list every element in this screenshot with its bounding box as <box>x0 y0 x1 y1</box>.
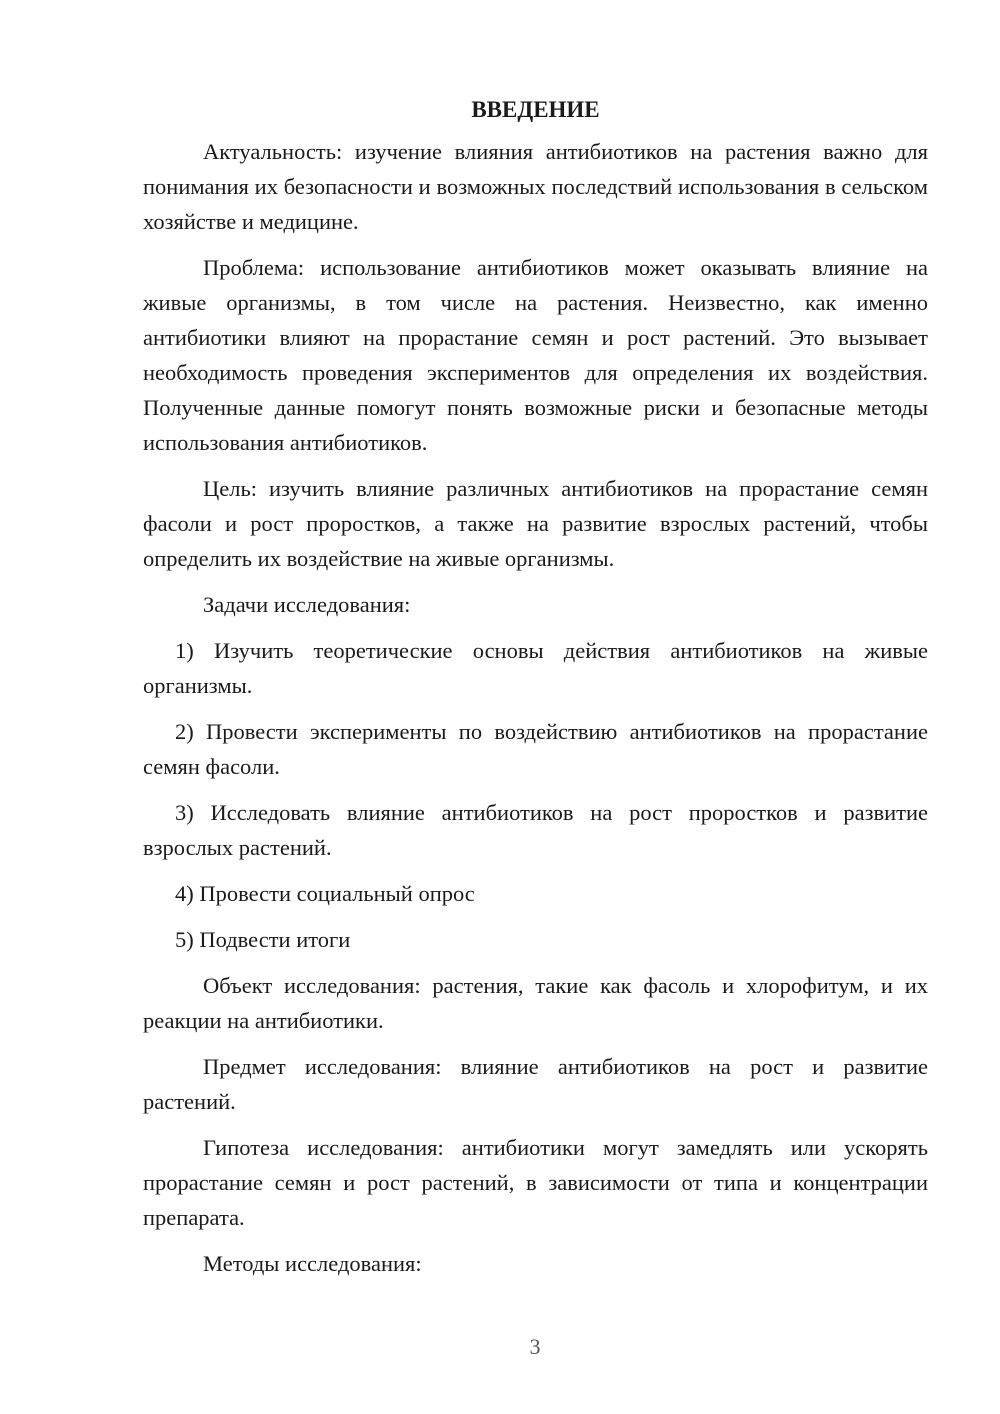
page-content <box>143 93 928 1281</box>
section-title: ВВЕДЕНИЕ <box>471 97 600 122</box>
tasks-heading: Задачи исследования: <box>203 592 411 617</box>
problem-paragraph: Проблема: использование антибиотиков может оказывать влияние на живые организмы, в том числе на растения. Неизвестно, как именно антибиотики влияют на прорастание семян и рост растений. Это вызывает необходимость проведения экспериментов для определения их воздействия. Полученные данные помогут понять возможные риски и безопасные методы использования антибиотиков. <box>143 255 928 455</box>
relevance-paragraph: Актуальность: изучение влияния антибиотиков на растения важно для понимания их безопасности и возможных последствий использования в сельском хозяйстве и медицине. <box>143 139 928 234</box>
object-paragraph: Объект исследования: растения, такие как фасоль и хлорофитум, и их реакции на антибиотики. <box>143 973 928 1033</box>
subject-paragraph: Предмет исследования: влияние антибиотиков на рост и развитие растений. <box>143 1054 928 1114</box>
task-item-4: 4) Провести социальный опрос <box>175 881 475 906</box>
goal-paragraph: Цель: изучить влияние различных антибиотиков на прорастание семян фасоли и рост проростков, а также на развитие взрослых растений, чтобы определить их воздействие на живые организмы. <box>143 476 928 571</box>
methods-heading: Методы исследования: <box>203 1251 422 1276</box>
task-item-1: 1) Изучить теоретические основы действия антибиотиков на живые организмы. <box>143 638 928 698</box>
page-number: 3 <box>529 1334 541 1359</box>
hypothesis-paragraph: Гипотеза исследования: антибиотики могут замедлять или ускорять прорастание семян и рост растений, в зависимости от типа и концентрации препарата. <box>143 1135 928 1230</box>
task-item-3: 3) Исследовать влияние антибиотиков на рост проростков и развитие взрослых растений. <box>143 800 928 860</box>
task-item-2: 2) Провести эксперименты по воздействию антибиотиков на прорастание семян фасоли. <box>143 719 928 779</box>
task-item-5: 5) Подвести итоги <box>175 927 351 952</box>
